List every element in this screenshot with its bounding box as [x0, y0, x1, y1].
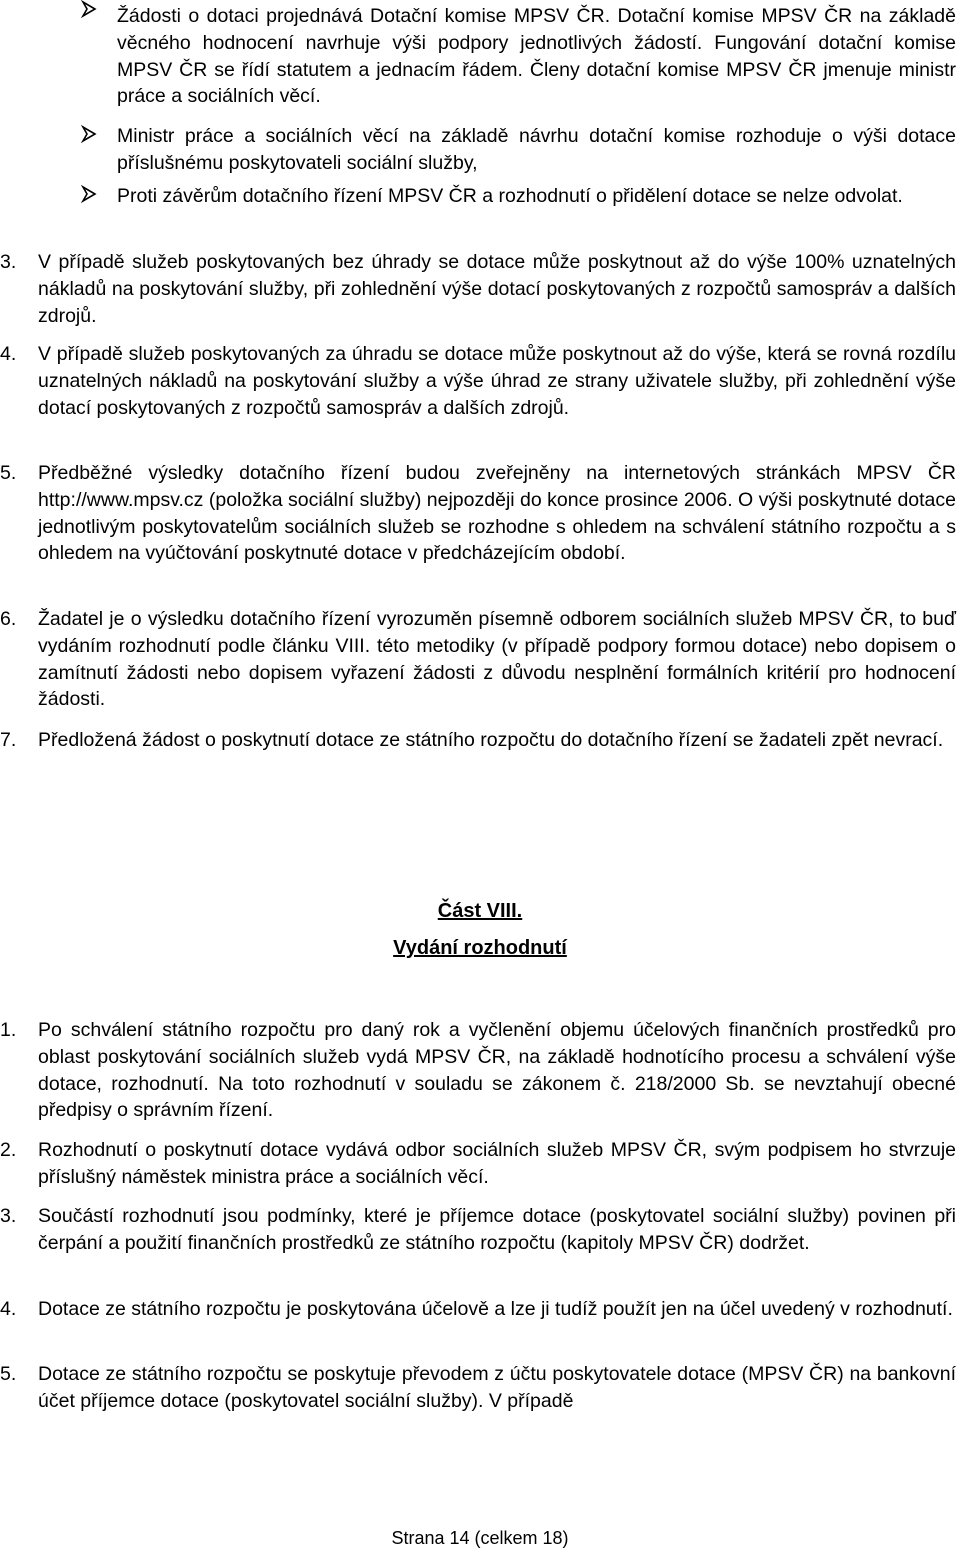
- list-number: 7.: [0, 729, 17, 751]
- page-footer: Strana 14 (celkem 18): [391, 1528, 569, 1548]
- list-item-text: Rozhodnutí o poskytnutí dotace vydává odbor sociálních služeb MPSV ČR, svým podpisem ho stvrzuje příslušný náměstek ministra práce a sociálních věcí.: [38, 1139, 956, 1188]
- list-item-text: Dotace ze státního rozpočtu je poskytována účelově a lze ji tudíž použít jen na účel uvedený v rozhodnutí.: [38, 1298, 953, 1320]
- list-item-text: Po schválení státního rozpočtu pro daný rok a vyčlenění objemu účelových finančních prostředků pro oblast poskytování sociálních služeb vydá MPSV ČR, na základě hodnotícího procesu a schválení výše dotace, rozhodnutí. Na toto rozhodnutí v souladu se zákonem č. 218/2000 Sb. se nevztahují obecné předpisy o správním řízení.: [38, 1019, 956, 1122]
- list-number: 5.: [0, 1363, 17, 1385]
- list-number: 3.: [0, 1205, 17, 1227]
- section-title: Část VIII.: [437, 900, 523, 922]
- list-item-text: V případě služeb poskytovaných za úhradu se dotace může poskytnout až do výše, která se rovná rozdílu uznatelných nákladů na poskytování služby a výše úhrad ze strany uživatele služby, při zohlednění výše dotací poskytovaných z rozpočtů samospráv a dalších zdrojů.: [38, 343, 956, 419]
- bullet-text: Proti závěrům dotačního řízení MPSV ČR a rozhodnutí o přidělení dotace se nelze odvolat.: [117, 185, 903, 207]
- bullet-arrow-icon: [80, 184, 98, 211]
- list-item-text: Žadatel je o výsledku dotačního řízení vyrozuměn písemně odborem sociálních služeb MPSV ČR, to buď vydáním rozhodnutí podle článku VIII. této metodiky (v případě podpory formou dotace) nebo dopisem o zamítnutí žádosti nebo dopisem vyřazení žádosti z důvodu nesplnění formálních kritérií pro hodnocení žádosti.: [38, 608, 956, 711]
- list-number: 2.: [0, 1139, 17, 1161]
- list-number: 3.: [0, 251, 17, 273]
- list-item-text: V případě služeb poskytovaných bez úhrady se dotace může poskytnout až do výše 100% uznatelných nákladů na poskytování služby, při zohlednění výše dotací poskytovaných z rozpočtů samospráv a dalších zdrojů.: [38, 251, 956, 327]
- bullet-arrow-icon: [80, 0, 98, 26]
- list-number: 4.: [0, 1298, 17, 1320]
- list-number: 4.: [0, 343, 17, 365]
- bullet-arrow-icon: [80, 124, 98, 151]
- bullet-text: Žádosti o dotaci projednává Dotační komise MPSV ČR. Dotační komise MPSV ČR na základě věcného hodnocení navrhuje výši podpory jednotlivých žádostí. Fungování dotační komise MPSV ČR se řídí statutem a jednacím řádem. Členy dotační komise MPSV ČR jmenuje ministr práce a sociálních věcí.: [117, 5, 956, 108]
- bullet-text: Ministr práce a sociálních věcí na základě návrhu dotační komise rozhoduje o výši dotace příslušnému poskytovateli sociální služby,: [117, 125, 956, 174]
- section-subtitle: Vydání rozhodnutí: [393, 937, 567, 959]
- list-item-text: Dotace ze státního rozpočtu se poskytuje převodem z účtu poskytovatele dotace (MPSV ČR) na bankovní účet příjemce dotace (poskytovatel sociální služby). V případě: [38, 1363, 956, 1412]
- list-item-text: Předběžné výsledky dotačního řízení budou zveřejněny na internetových stránkách MPSV ČR http://www.mpsv.cz (položka sociální služby) nejpozději do konce prosince 2006. O výši poskytnuté dotace jednotlivým poskytovatelům sociálních služeb se rozhodne s ohledem na schválení státního rozpočtu a s ohledem na vyúčtování poskytnuté dotace v předcházejícím období.: [38, 462, 956, 565]
- list-number: 5.: [0, 462, 17, 484]
- list-item-text: Součástí rozhodnutí jsou podmínky, které je příjemce dotace (poskytovatel sociální služby) povinen při čerpání a použití finančních prostředků ze státního rozpočtu (kapitoly MPSV ČR) dodržet.: [38, 1205, 956, 1254]
- list-number: 6.: [0, 608, 17, 630]
- list-number: 1.: [0, 1019, 17, 1041]
- list-item-text: Předložená žádost o poskytnutí dotace ze státního rozpočtu do dotačního řízení se žadateli zpět nevrací.: [38, 729, 944, 751]
